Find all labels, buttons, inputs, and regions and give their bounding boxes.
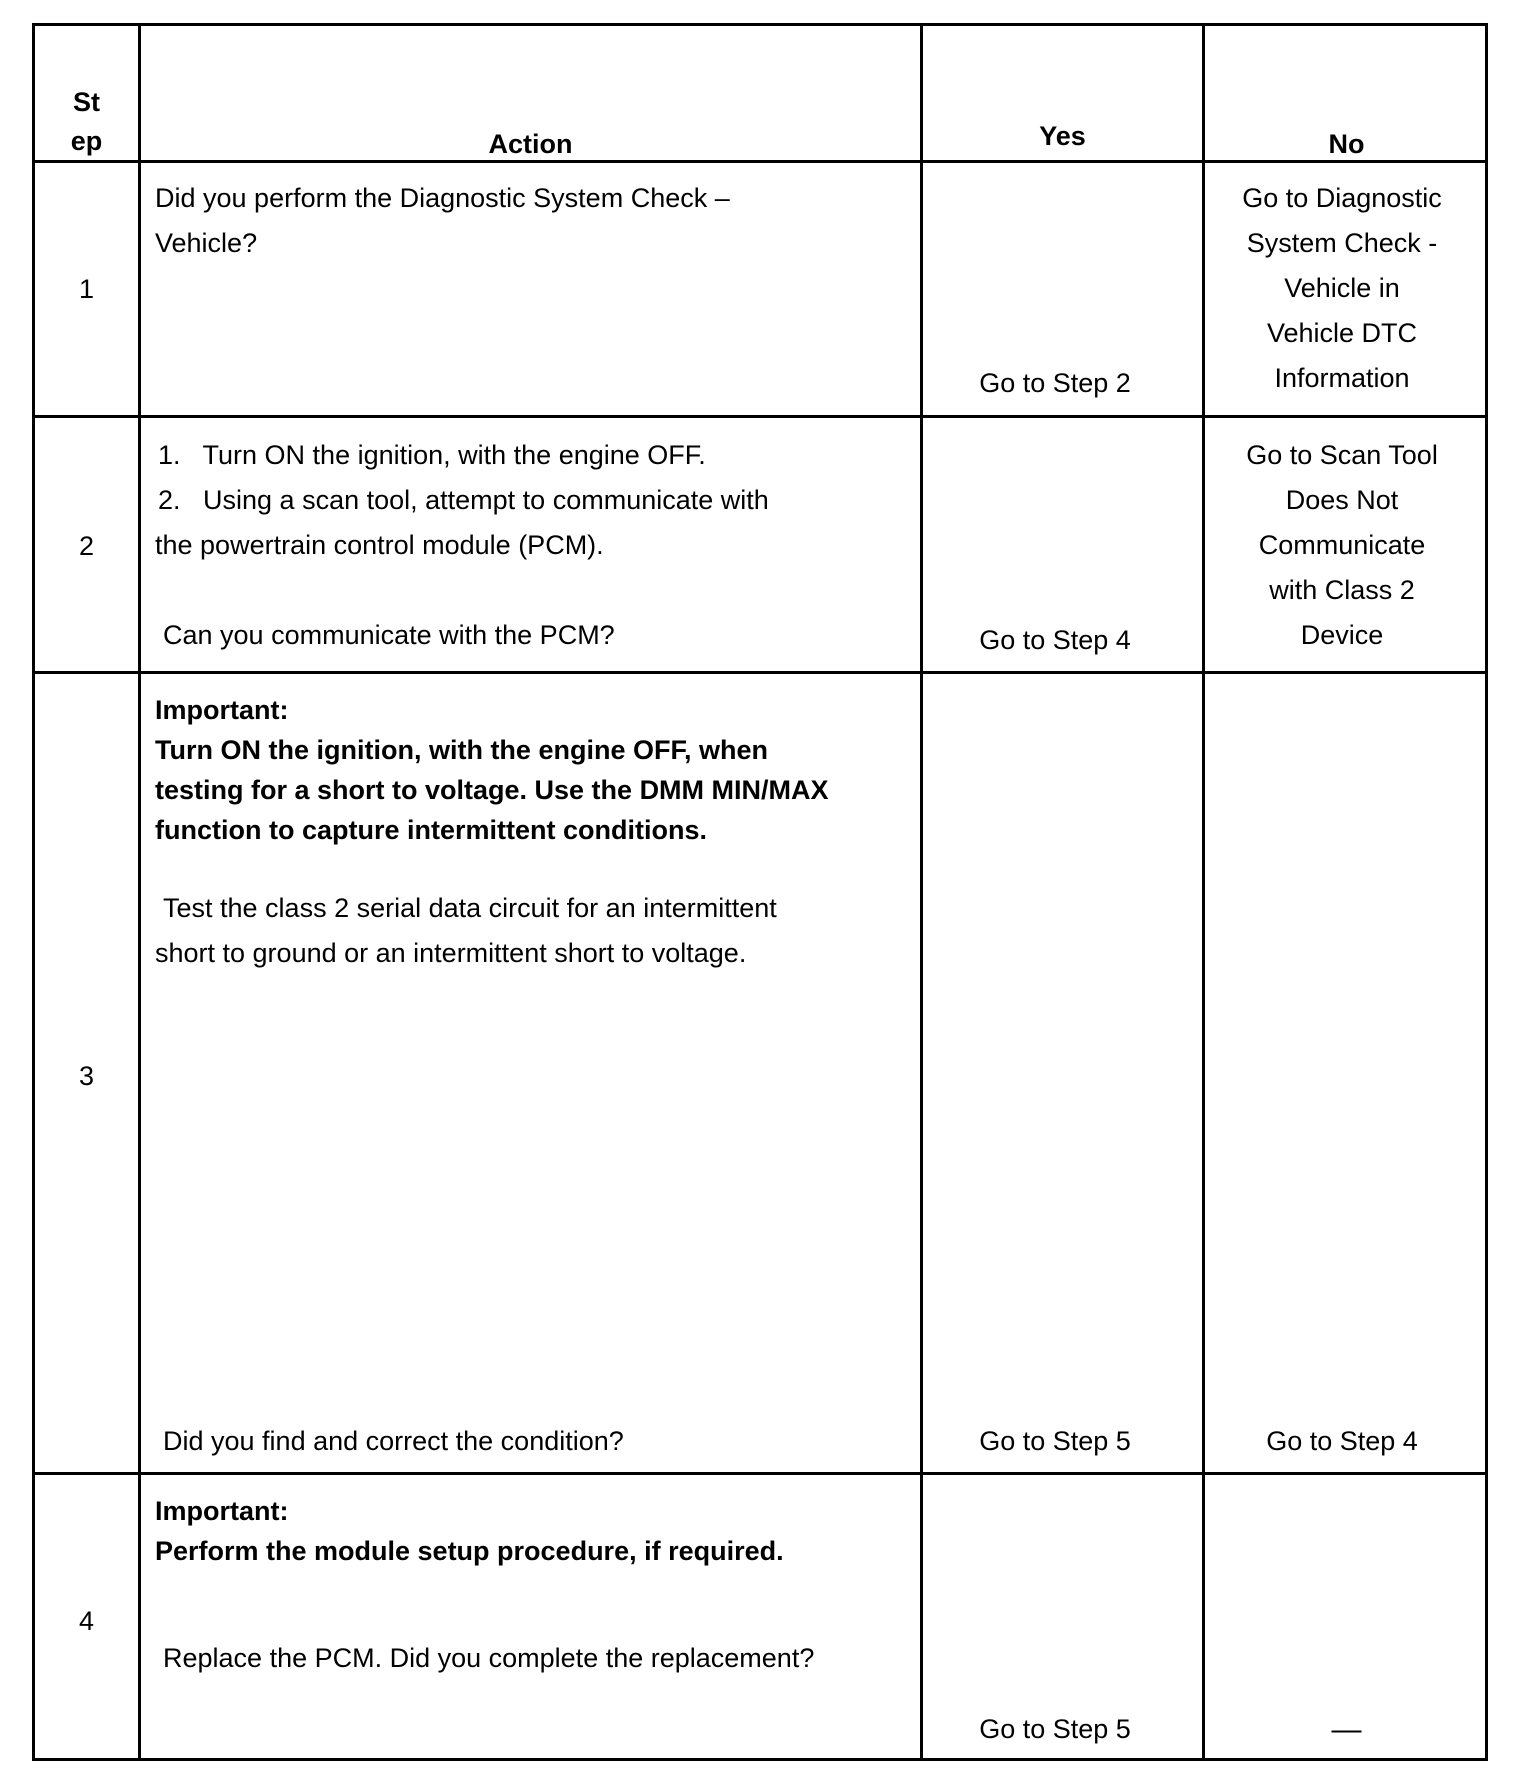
action-line: Did you perform the Diagnostic System Check –: [155, 183, 730, 213]
no-line: Information: [1274, 363, 1410, 393]
row-divider: [35, 1472, 1485, 1475]
step-number: 2: [78, 531, 95, 561]
action-line: short to ground or an intermittent short to voltage.: [155, 938, 747, 968]
column-divider: [138, 26, 141, 1758]
no-line: Go to Diagnostic: [1242, 183, 1442, 213]
action-line: the powertrain control module (PCM).: [155, 530, 604, 560]
step-1-action: [155, 176, 895, 266]
step-3-action: [155, 690, 905, 976]
header-yes: Yes: [1039, 121, 1086, 151]
header-no: No: [1328, 129, 1365, 159]
step-4-action: [155, 1491, 905, 1571]
step-2-no: [1205, 433, 1479, 658]
important-label: Important:: [155, 695, 289, 725]
column-divider: [920, 26, 923, 1758]
header-step-line: ep: [70, 126, 103, 156]
no-line: Communicate: [1258, 530, 1426, 560]
step-2-action: [155, 433, 905, 568]
step-2-question: Can you communicate with the PCM?: [163, 620, 615, 650]
header-step-line: St: [73, 87, 100, 117]
step-number: 3: [78, 1061, 95, 1091]
step-2-yes: Go to Step 4: [979, 625, 1131, 655]
no-line: Go to Scan Tool: [1246, 440, 1438, 470]
no-line: Vehicle in: [1284, 273, 1400, 303]
action-line: Test the class 2 serial data circuit for an intermittent: [163, 893, 777, 923]
step-4-yes: Go to Step 5: [979, 1714, 1131, 1744]
step-number: 1: [78, 274, 95, 304]
action-line: Vehicle?: [155, 228, 258, 258]
no-line: Device: [1300, 620, 1384, 650]
step-1-no: [1205, 176, 1479, 401]
action-item: 2. Using a scan tool, attempt to communicate with: [158, 485, 769, 515]
important-label: Important:: [155, 1496, 289, 1526]
important-line: Perform the module setup procedure, if required.: [155, 1536, 784, 1566]
header-step: [35, 83, 138, 161]
step-4-question: Replace the PCM. Did you complete the replacement?: [163, 1643, 815, 1673]
important-line: function to capture intermittent conditions.: [155, 815, 707, 845]
no-line: Does Not: [1285, 485, 1399, 515]
row-divider: [35, 671, 1485, 674]
diagnostic-table: [32, 23, 1488, 1761]
header-action: Action: [488, 129, 573, 159]
no-line: Vehicle DTC: [1266, 318, 1418, 348]
action-item: 1. Turn ON the ignition, with the engine OFF.: [158, 440, 706, 470]
step-number: 4: [78, 1606, 95, 1636]
row-divider: [35, 415, 1485, 418]
important-line: Turn ON the ignition, with the engine OFF, when: [155, 735, 768, 765]
important-line: testing for a short to voltage. Use the DMM MIN/MAX: [155, 775, 829, 805]
step-4-no: —: [1331, 1713, 1362, 1746]
step-3-yes: Go to Step 5: [979, 1426, 1131, 1456]
step-3-no: Go to Step 4: [1266, 1426, 1418, 1456]
step-1-yes: Go to Step 2: [979, 368, 1131, 398]
no-line: System Check -: [1246, 228, 1438, 258]
step-3-question: Did you find and correct the condition?: [163, 1426, 624, 1456]
no-line: with Class 2: [1269, 575, 1415, 605]
